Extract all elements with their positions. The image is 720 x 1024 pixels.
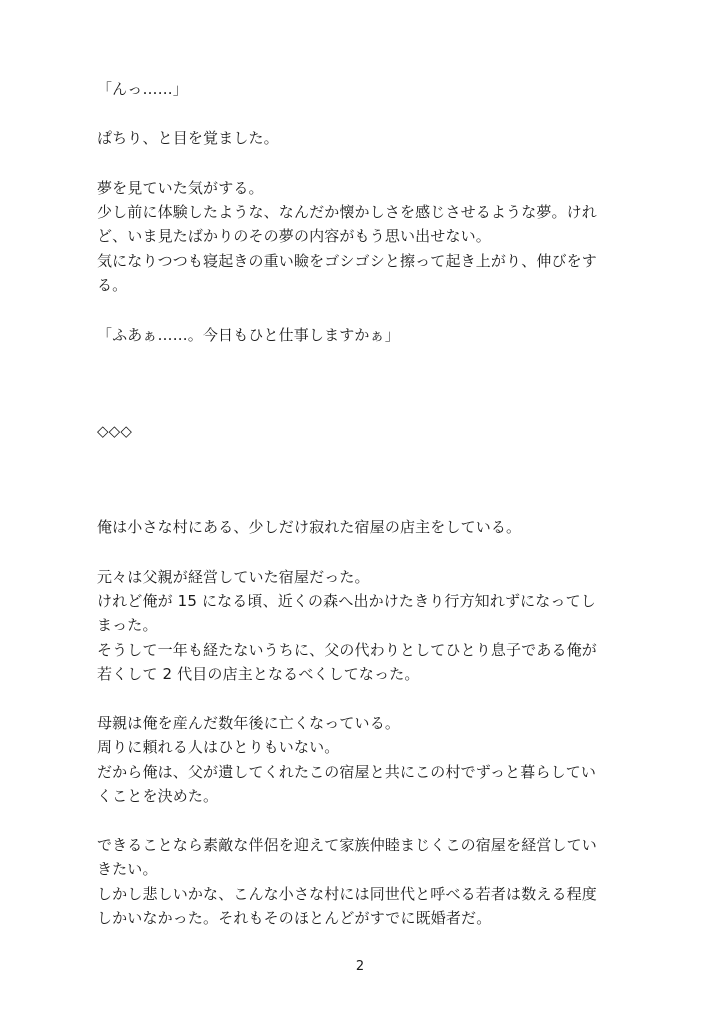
page-number: 2	[355, 959, 365, 974]
text-line: 元々は父親が経営していた宿屋だった。	[97, 568, 370, 586]
text-line: 気になりつつも寝起きの重い瞼をゴシゴシと擦って起き上がり、伸びをす	[97, 252, 597, 270]
text-line: ど、いま見たばかりのその夢の内容がもう思い出せない。	[97, 227, 491, 245]
text-line: 母親は俺を産んだ数年後に亡くなっている。	[97, 714, 401, 732]
text-line: まった。	[97, 616, 158, 634]
text-line: だから俺は、父が遺してくれたこの宿屋と共にこの村でずっと暮らしてい	[97, 763, 597, 781]
text-line: 俺は小さな村にある、少しだけ寂れた宿屋の店主をしている。	[97, 518, 522, 536]
text-line: 周りに頼れる人はひとりもいない。	[97, 738, 340, 756]
text-line: そうして一年も経たないうちに、父の代わりとしてひとり息子である俺が	[97, 641, 597, 659]
text-line: しかし悲しいかな、こんな小さな村には同世代と呼べる若者は数える程度	[97, 885, 597, 903]
text-line: ぱちり、と目を覚ました。	[97, 129, 279, 147]
text-line: けれど俺が 15 になる頃、近くの森へ出かけたきり行方知れずになってし	[97, 592, 596, 610]
text-line: 若くして 2 代目の店主となるべくしてなった。	[97, 665, 420, 683]
text-line: 「んっ……」	[97, 80, 188, 98]
text-line: できることなら素敵な伴侶を迎えて家族仲睦まじくこの宿屋を経営してい	[97, 836, 597, 854]
section-divider: ◇◇◇	[97, 422, 133, 440]
text-line: る。	[97, 276, 128, 294]
text-line: 「ふあぁ……。今日もひと仕事しますかぁ」	[97, 326, 400, 344]
text-line: しかいなかった。それもそのほとんどがすでに既婚者だ。	[97, 909, 492, 927]
text-line: 夢を見ていた気がする。	[97, 179, 264, 197]
text-line: くことを決めた。	[97, 787, 219, 805]
text-line: 少し前に体験したような、なんだか懐かしさを感じさせるような夢。けれ	[97, 203, 597, 221]
text-line: きたい。	[97, 860, 158, 878]
